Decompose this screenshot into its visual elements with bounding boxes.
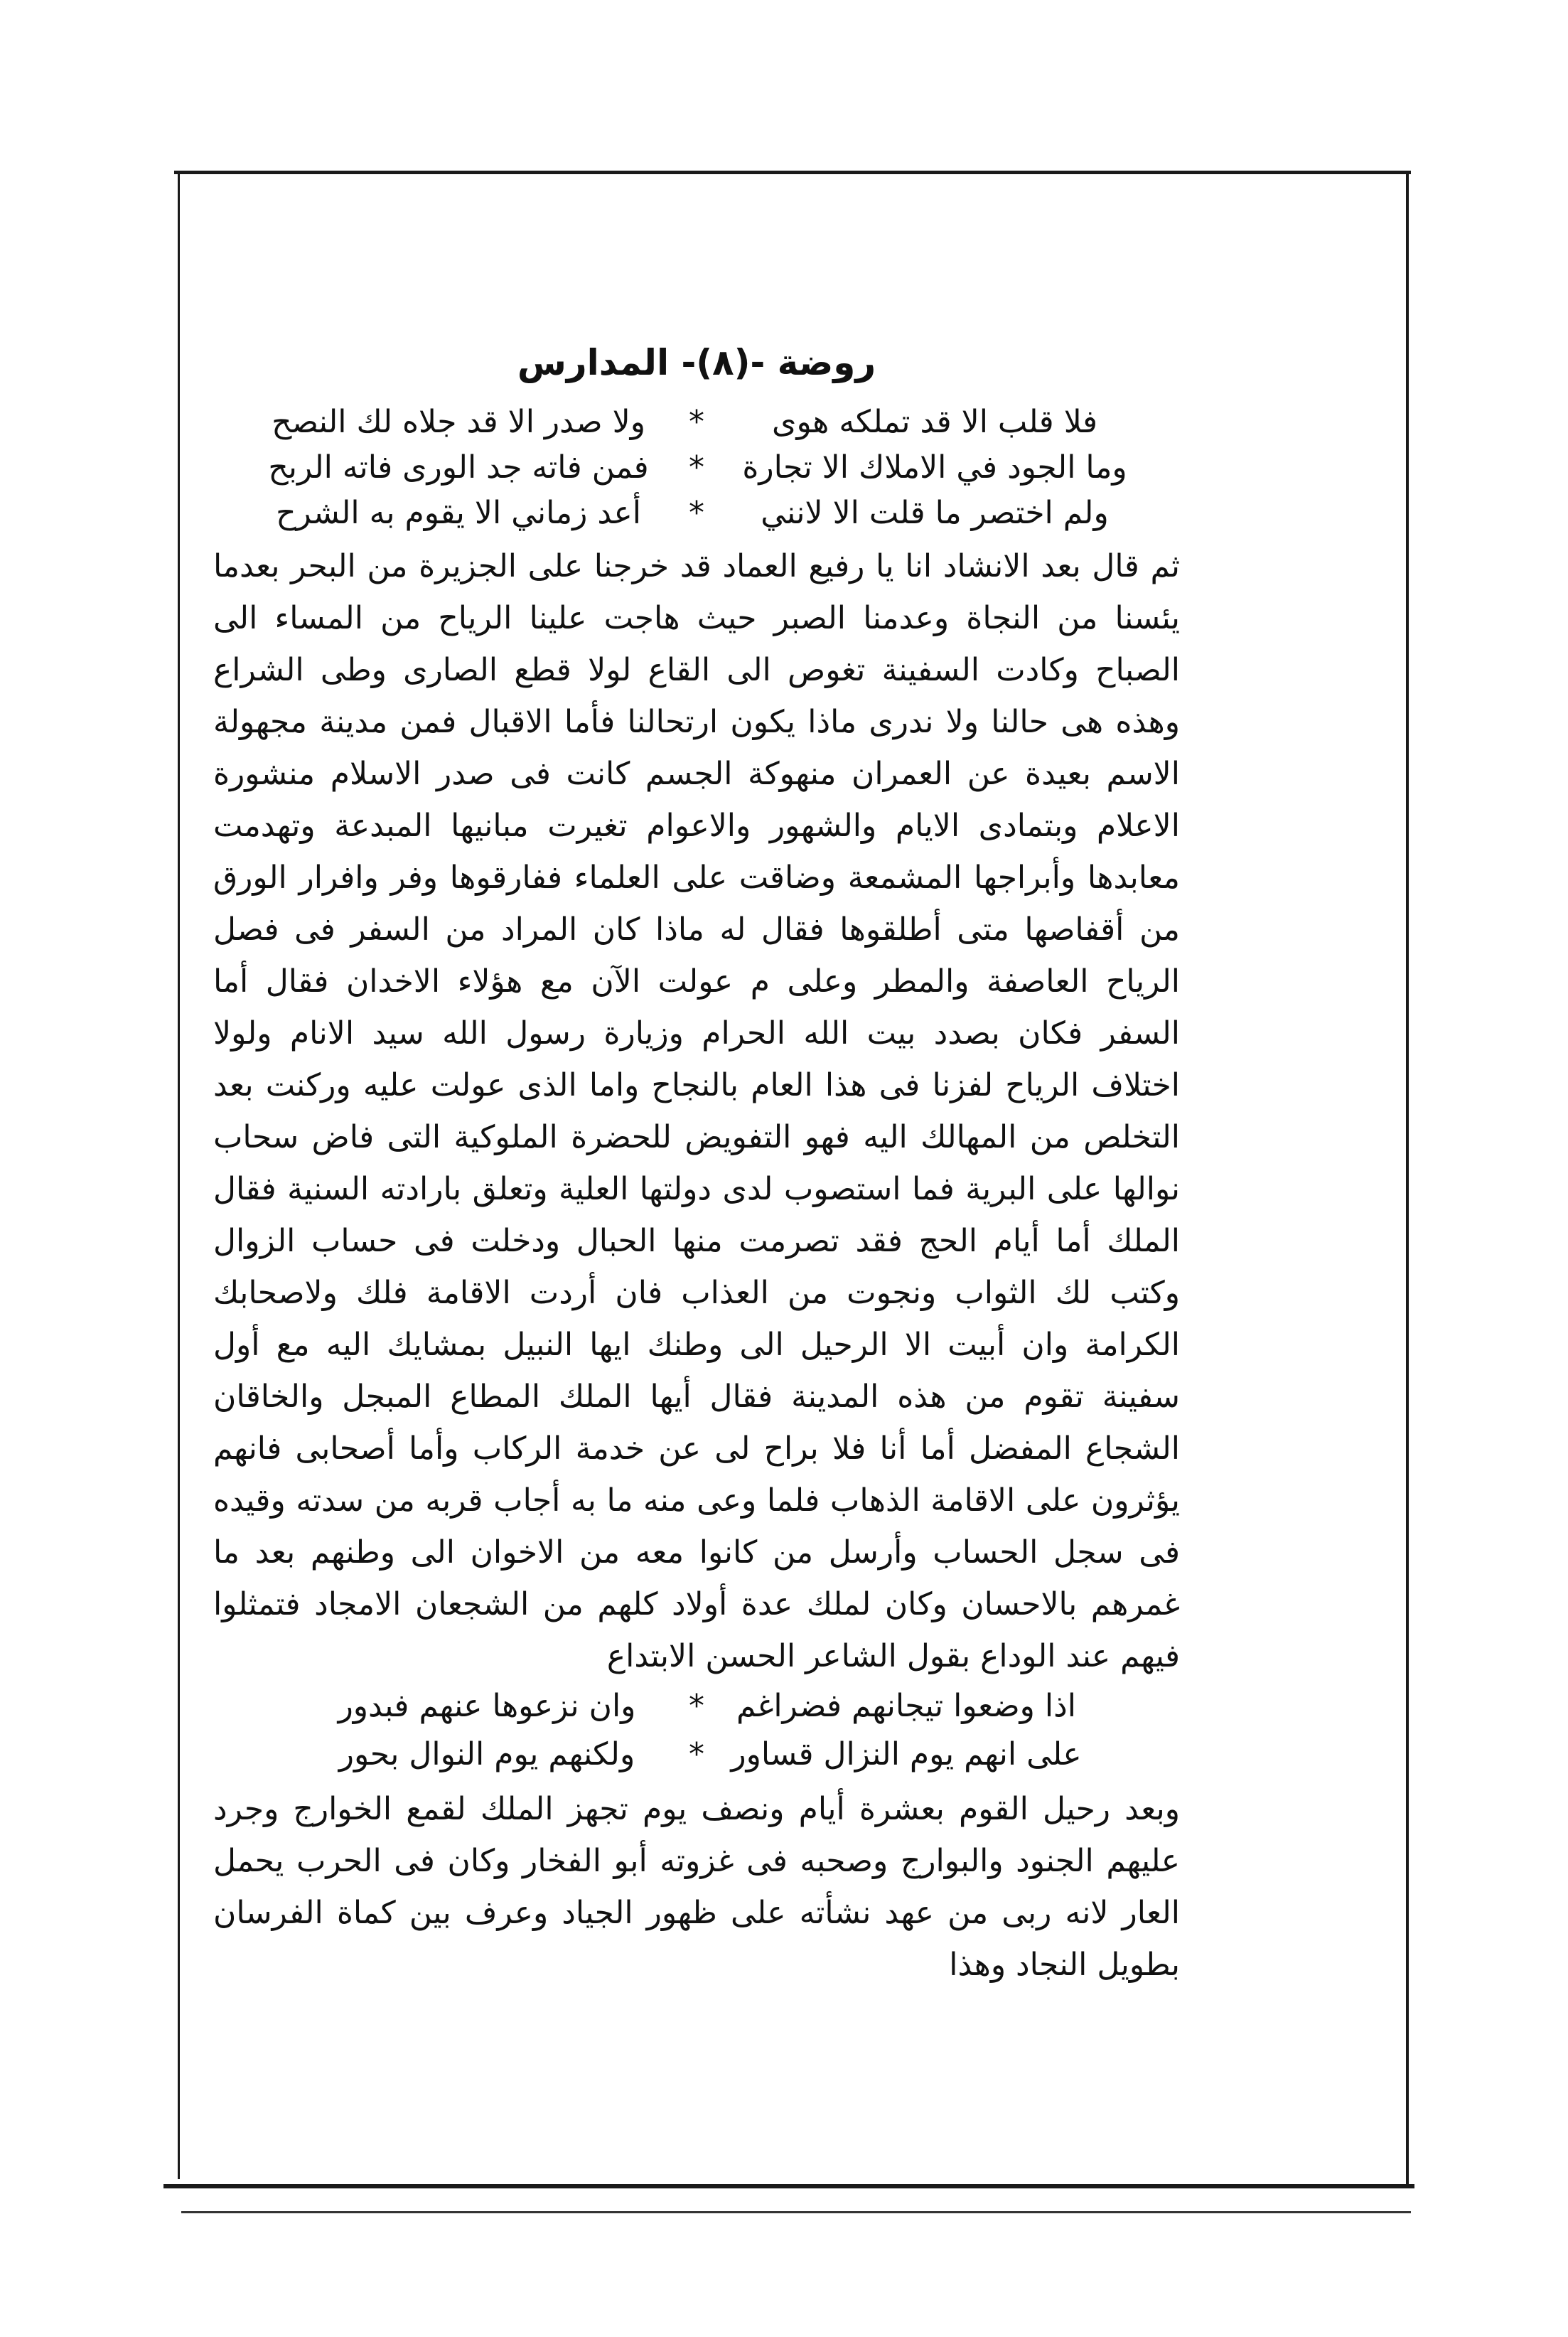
verse-line (213, 445, 1180, 491)
verse-separator: * (689, 404, 704, 440)
verse-separator: * (689, 449, 704, 486)
verse-separator: * (689, 1688, 704, 1724)
page-header: روضة -(٨)- المدارس (517, 342, 876, 383)
verse-hemistich-right: وما الجود في الاملاك الا تجارة (742, 449, 1127, 486)
verse-hemistich-left: ولكنهم يوم النوال بحور (338, 1736, 635, 1772)
verse-line (213, 400, 1180, 445)
frame-right-rule (1406, 174, 1409, 2186)
verse-hemistich-right: اذا وضعوا تيجانهم فضراغم (736, 1688, 1076, 1724)
verse-block-bottom (213, 1682, 1180, 1779)
verse-hemistich-right: على انهم يوم النزال قساور (731, 1736, 1082, 1772)
verse-hemistich-left: أعد زماني الا يقوم به الشرح (276, 495, 641, 531)
verse-block-top (213, 400, 1180, 536)
frame-top-rule (174, 171, 1411, 174)
frame-bottom-rule (163, 2184, 1414, 2188)
verse-hemistich-right: فلا قلب الا قد تملكه هوى (772, 404, 1097, 440)
prose-paragraph-main: ثم قال بعد الانشاد انا يا رفيع العماد قد خرجنا على الجزيرة من البحر بعدما يئسنا من النجاة وعدمنا الصبر حيث هاجت علينا الرياح من المساء الى الصباح وكادت السفينة تغوص الى القاع لولا قطع الصارى وطى الشراع وهذه هى حالنا ولا ندرى ماذا يكون ارتحالنا فأما الاقبال فمن مدينة مجهولة الاسم بعيدة عن العمران منهوكة الجسم كانت فى صدر الاسلام منشورة الاعلام وبتمادى الايام والشهور والاعوام تغيرت مبانيها المبدعة وتهدمت معابدها وأبراجها المشمعة وضاقت على العلماء ففارقوها وفر وافرار الورق من أقفاصها متى أطلقوها فقال له ماذا كان المراد من السفر فى فصل الرياح العاصفة والمطر وعلى م عولت الآن مع هؤلاء الاخدان فقال أما السفر فكان بصدد بيت الله الحرام وزيارة رسول الله سيد الانام ولولا اختلاف الرياح لفزنا فى هذا العام بالنجاح واما الذى عولت عليه وركنت بعد التخلص من المهالك اليه فهو التفويض للحضرة الملوكية التى فاض سحاب نوالها على البرية فما استصوب لدى دولتها العلية وتعلق بارادته السنية فقال الملك أما أيام الحج فقد تصرمت منها الحبال ودخلت فى حساب الزوال وكتب لك الثواب ونجوت من العذاب فان أردت الاقامة فلك ولاصحابك الكرامة وان أبيت الا الرحيل الى وطنك ايها النبيل بمشايك اليه مع أول سفينة تقوم من هذه المدينة فقال أيها الملك المطاع المبجل والخاقان الشجاع المفضل أما أنا فلا براح لى عن خدمة الركاب وأما أصحابى فانهم يؤثرون على الاقامة الذهاب فلما وعى منه ما به أجاب قربه من سدته وقيده فى سجل الحساب وأرسل من كانوا معه من الاخوان الى وطنهم بعد ما غمرهم بالاحسان وكان لملك عدة أولاد كلهم من الشجعان الامجاد فتمثلوا فيهم عند الوداع بقول الشاعر الحسن الابتداع (213, 548, 1180, 1674)
verse-hemistich-left: وان نزعوها عنهم فبدور (338, 1688, 636, 1724)
verse-line (213, 1731, 1180, 1779)
verse-separator: * (689, 1736, 704, 1772)
verse-hemistich-left: فمن فاته جد الورى فاته الربح (268, 449, 649, 486)
prose-paragraph-closing: وبعد رحيل القوم بعشرة أيام ونصف يوم تجهز الملك لقمع الخوارج وجرد عليهم الجنود والبوارج وصحبه فى غزوته أبو الفخار وكان فى الحرب يحمل العار لانه ربى من عهد نشأته على ظهور الجياد وعرف بين كماة الفرسان بطويل النجاد وهذا (213, 1791, 1180, 1983)
verse-hemistich-left: ولا صدر الا قد جلاه لك النصح (272, 404, 645, 440)
verse-hemistich-right: ولم اختصر ما قلت الا لانني (761, 495, 1109, 531)
page-body (213, 334, 1180, 1991)
frame-left-rule (178, 174, 180, 2179)
verse-line (213, 1682, 1180, 1731)
verse-line (213, 491, 1180, 536)
verse-separator: * (689, 495, 704, 531)
frame-bottom-rule-secondary (181, 2211, 1411, 2213)
